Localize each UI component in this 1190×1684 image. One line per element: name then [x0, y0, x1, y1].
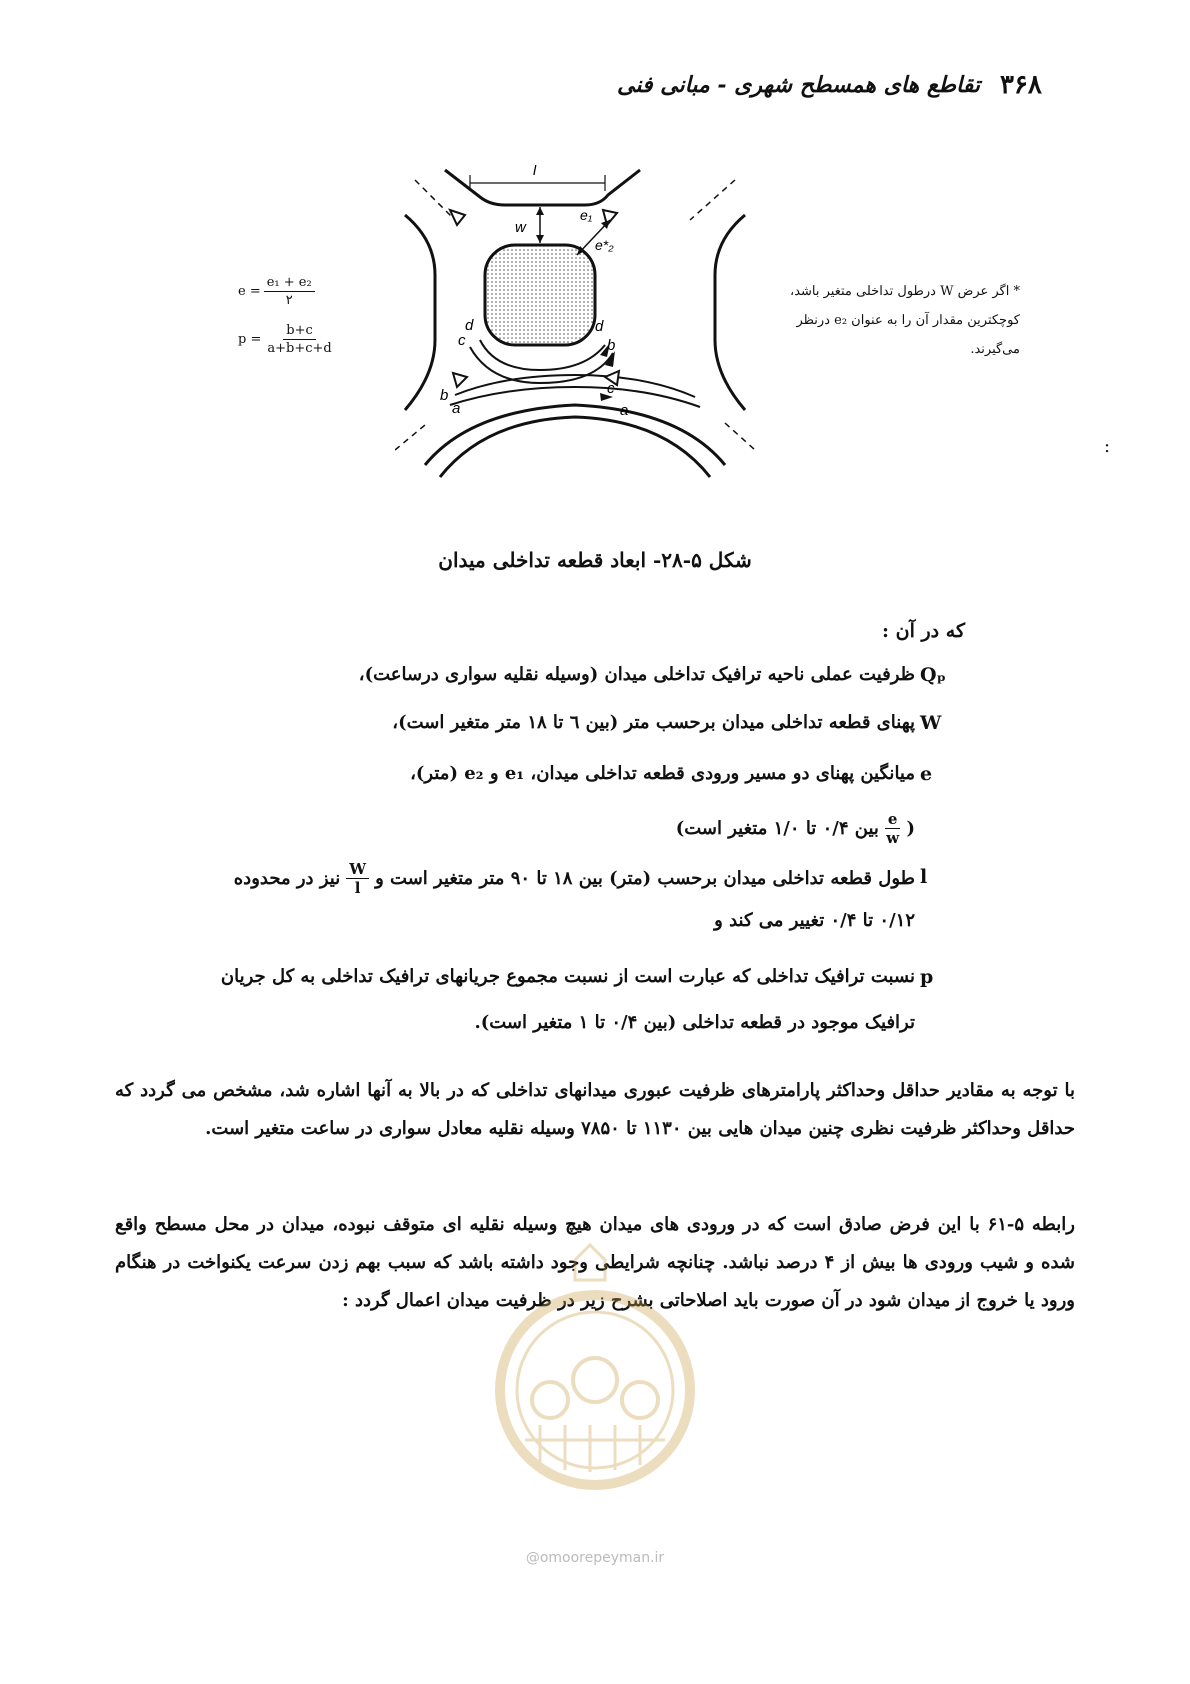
definition-e-line2	[676, 810, 915, 847]
label-b-bottom-left: b	[440, 387, 449, 404]
label-w: w	[515, 219, 526, 236]
watermark-logo	[480, 1240, 710, 1540]
paragraph-capacity-range: با توجه به مقادیر حداقل وحداکثر پارامترهای ظرفیت عبوری میدانهای تداخلی که در بالا به آنها اشاره شد، مشخص می گردد که حداقل وحداکثر ظرفیت نظری چنین میدان هایی بین ۱۱۳۰ تا ۷۸۵۰ وسیله نقلیه معادل سواری در ساعت متغیر است.	[115, 1080, 1076, 1139]
central-island	[485, 245, 595, 345]
figure-footnote	[720, 277, 1020, 364]
running-title: تقاطع های همسطح شهری - مبانی فنی	[617, 72, 980, 98]
formula-p-denominator: a+b+c+d	[267, 341, 332, 356]
footnote-line-2: کوچکترین مقدار آن را به عنوان e₂ درنظر	[796, 313, 1020, 328]
road-centerline-top-right	[690, 180, 735, 220]
definition-e-range: بین ۰/۴ تا ۱/۰ متغیر است)	[675, 818, 879, 839]
formula-p-numerator: b+c	[283, 323, 316, 340]
fraction-e-num: e	[885, 810, 901, 829]
fraction-w-num: W	[346, 860, 369, 879]
definition-l-text-a: طول قطعه تداخلی میدان برحسب (متر) بین ۱۸ تا ۹۰ متر متغیر است و	[375, 868, 915, 889]
definition-l-line2: ۰/۱۲ تا ۰/۴ تغییر می کند و	[714, 910, 915, 931]
formula-block	[238, 275, 378, 385]
label-c-left: c	[458, 332, 466, 349]
formula-p	[238, 323, 335, 356]
definition-p-line2: ترافیک موجود در قطعه تداخلی (بین ۰/۴ تا ۱ متغیر است).	[474, 1012, 915, 1033]
definition-l-text-b: نیز در محدوده	[233, 868, 341, 889]
fraction-l-den: l	[354, 879, 361, 897]
definition-p-line1: نسبت ترافیک تداخلی که عبارت است از نسبت مجموع جریانهای ترافیک تداخلی به کل جریان	[220, 966, 915, 987]
symbol-e: e	[920, 763, 933, 785]
symbol-l: l	[920, 866, 928, 888]
symbol-p: p	[920, 966, 934, 988]
road-centerline-bottom-right	[725, 423, 755, 450]
definition-qp: ظرفیت عملی ناحیه ترافیک تداخلی میدان (وسیله نقلیه سواری درساعت)،	[358, 664, 915, 685]
label-c-bottom-right: c	[607, 380, 615, 397]
label-d-right: d	[595, 318, 604, 335]
definition-e-paren: (	[906, 818, 915, 839]
left-curb	[405, 215, 435, 410]
formula-e-lhs: e =	[238, 284, 261, 299]
label-a-bottom-right: a	[620, 402, 629, 419]
figure-caption: شکل ۵-۲۸- ابعاد قطعه تداخلی میدان	[438, 548, 752, 572]
label-e1: e₁	[580, 207, 593, 223]
formula-p-lhs: p =	[238, 332, 262, 347]
definition-e-line1: میانگین پهنای دو مسیر ورودی قطعه تداخلی میدان، e₁ و e₂ (متر)،	[410, 763, 915, 784]
formula-e-denominator: ۲	[285, 293, 293, 308]
fraction-w-over-l	[346, 860, 369, 897]
paragraph-corrections: رابطه ۵-۶۱ با این فرض صادق است که در ورودی های میدان هیچ وسیله نقلیه ای متوقف نبوده، میدان در محل مسطح واقع شده و شیب ورودی ها بیش از ۴ درصد نباشد. چنانچه شرایطی وجود داشته باشد که سبب بهم زدن سرعت یکنواخت در هنگام ورود یا خروج از میدان شود در آن صورت باید اصلاحاتی بشرح زیر در ظرفیت میدان اعمال گردد :	[115, 1214, 1075, 1311]
label-d-left: d	[465, 317, 474, 334]
watermark-url: @omoorepeyman.ir	[525, 1550, 665, 1566]
symbol-w: W	[920, 712, 942, 734]
diagram-svg	[395, 165, 755, 495]
footnote-line-1: * اگر عرض W درطول تداخلی متغیر باشد،	[790, 284, 1020, 299]
roundabout-weaving-diagram	[395, 165, 755, 495]
label-e2: e*₂	[595, 237, 614, 253]
label-b-right: b	[607, 337, 616, 354]
top-island-edge	[445, 170, 640, 205]
label-l: l	[533, 165, 537, 179]
label-a-bottom-left: a	[452, 400, 461, 417]
definitions-intro: که در آن :	[882, 620, 965, 642]
definition-w: پهنای قطعه تداخلی میدان برحسب متر (بین ٦ تا ١٨ متر متغیر است)،	[392, 712, 915, 733]
symbol-qp: Qₚ	[920, 664, 947, 686]
road-centerline-top-left	[415, 180, 455, 220]
margin-mark: :	[1104, 436, 1111, 457]
page-number: ۳۶۸	[1000, 70, 1042, 100]
definition-l-line1	[234, 860, 915, 897]
footnote-line-3: می‌گیرند.	[970, 342, 1020, 357]
formula-e	[238, 275, 315, 308]
bottom-edge-inner	[425, 405, 725, 465]
formula-e-numerator: e₁ + e₂	[264, 275, 315, 292]
fraction-e-den: w	[886, 829, 900, 847]
flow-c	[470, 347, 613, 383]
fraction-e-over-w	[885, 810, 901, 847]
road-centerline-bottom-left	[395, 425, 425, 450]
